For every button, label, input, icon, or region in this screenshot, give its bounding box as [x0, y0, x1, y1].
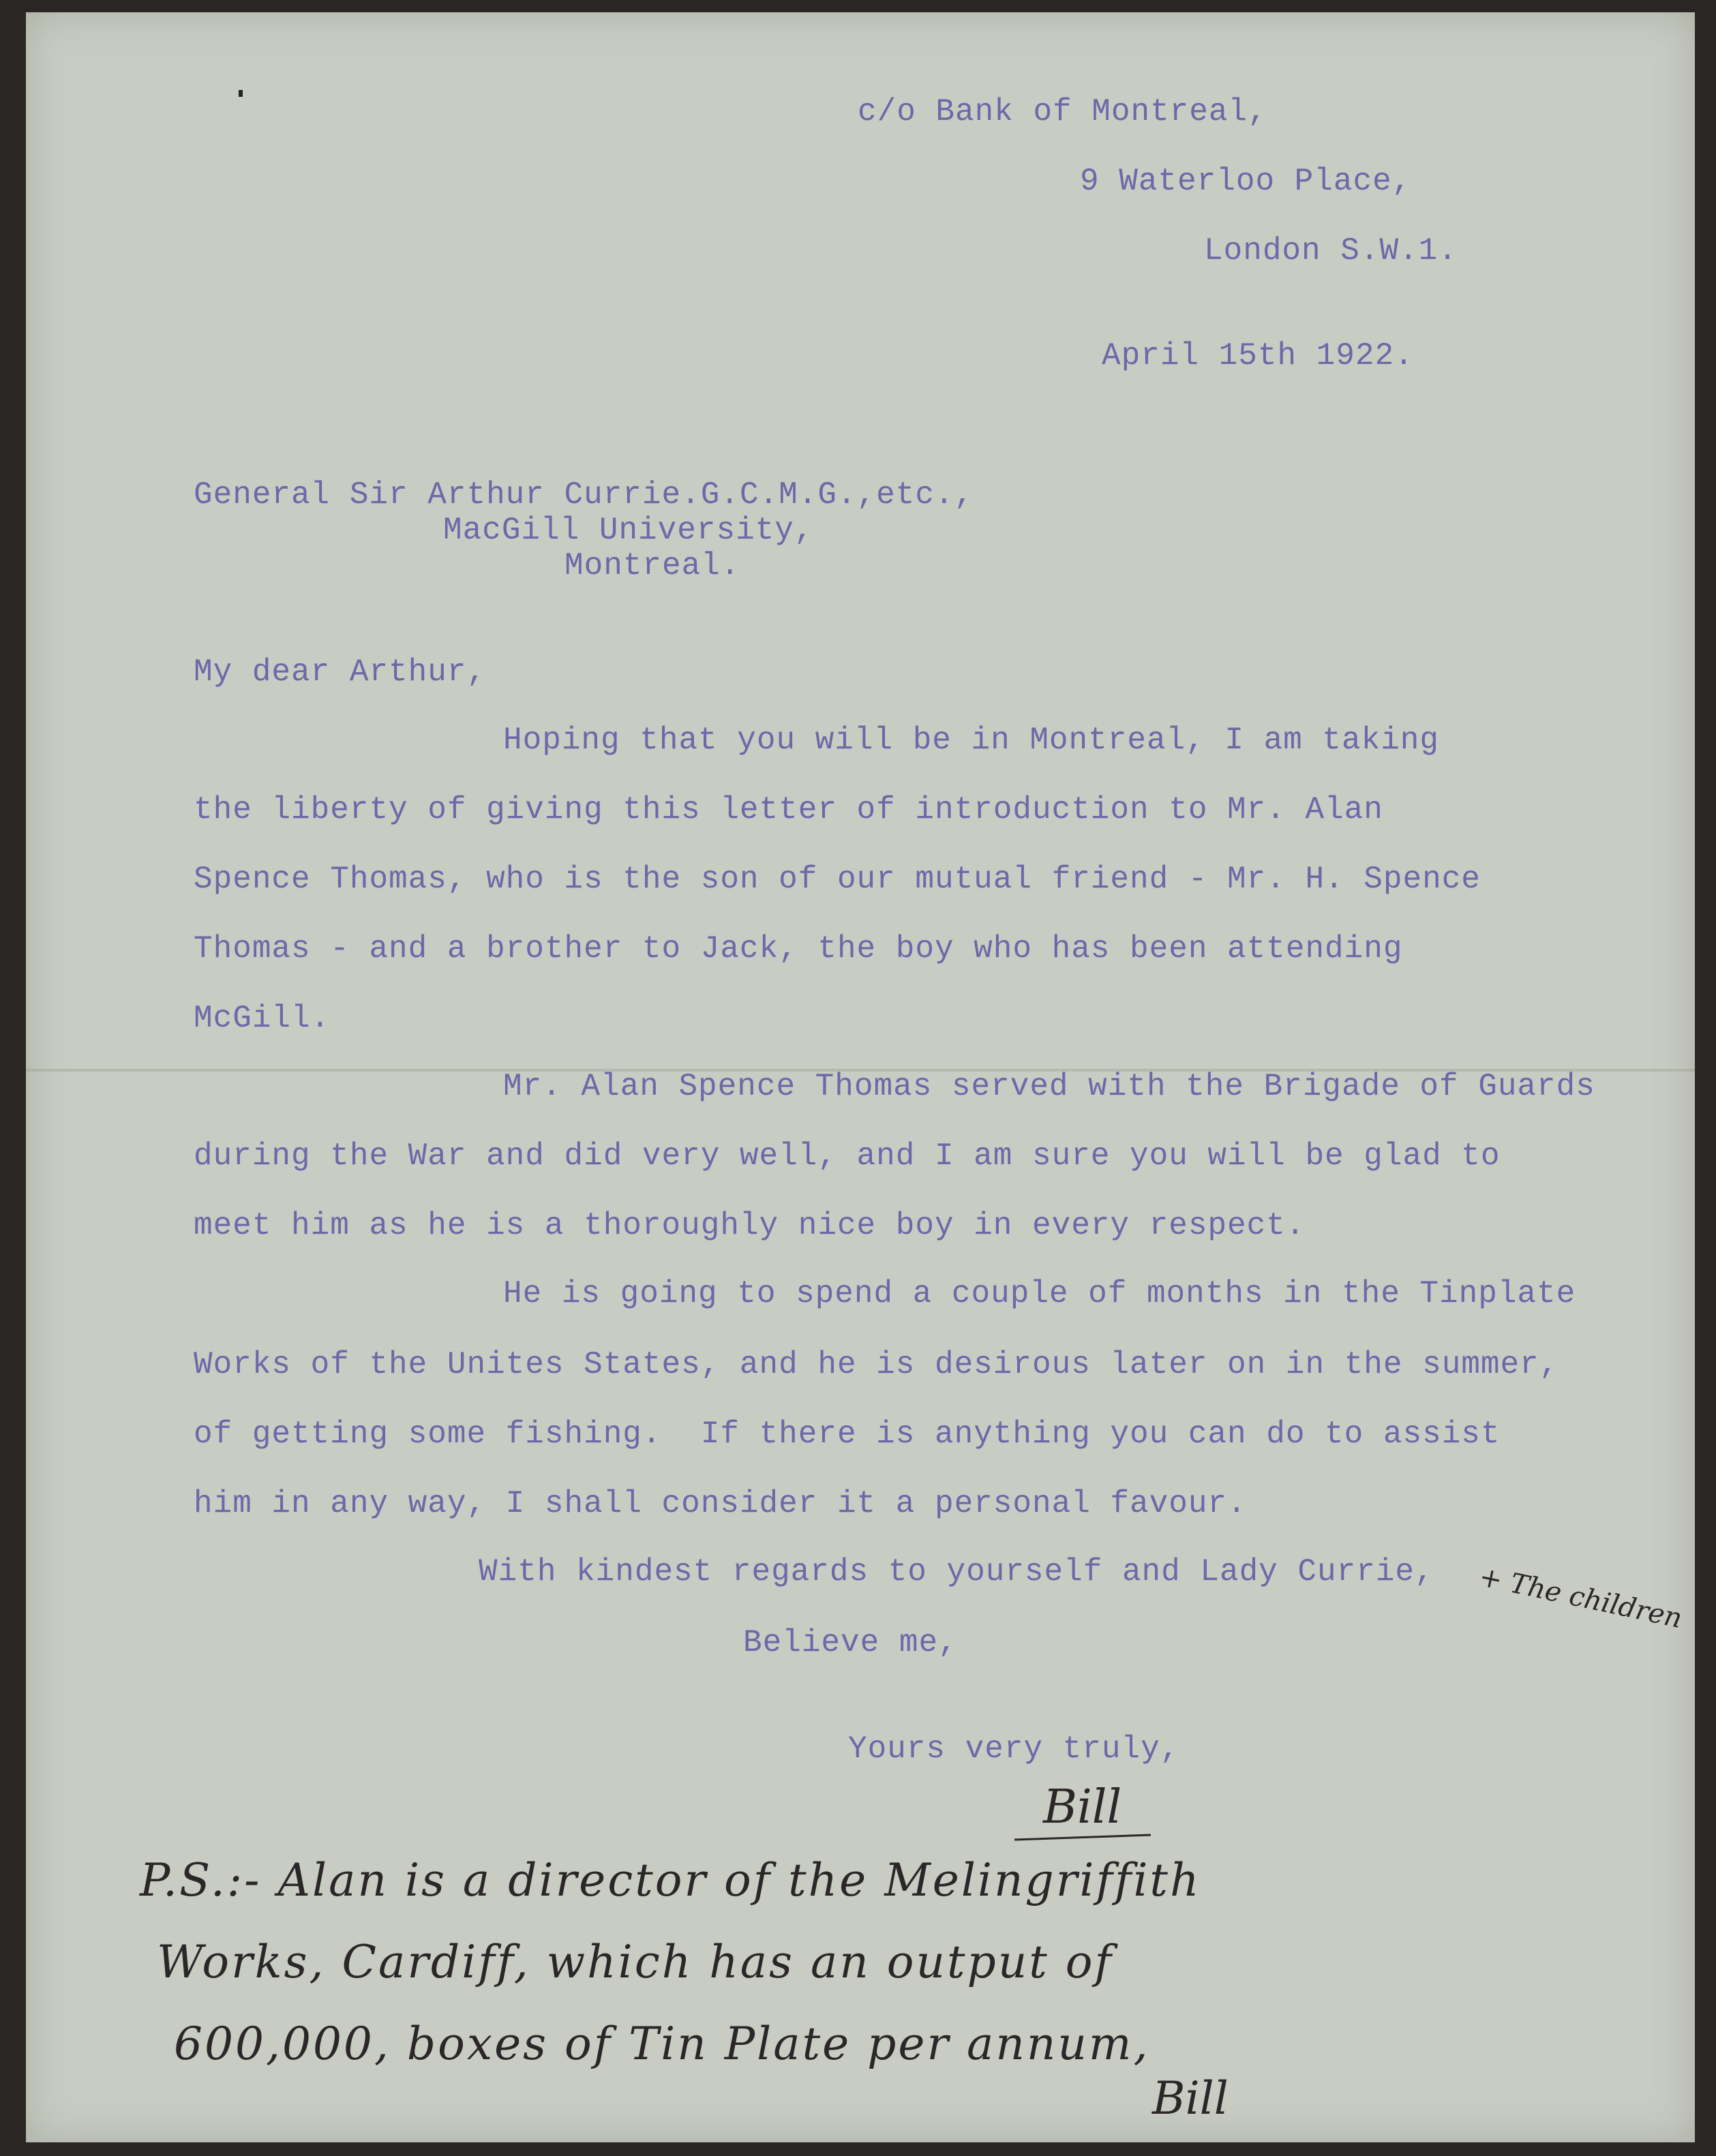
body-line-4: Thomas - and a brother to Jack, the boy who has been attending	[194, 931, 1403, 967]
body-line-2: the liberty of giving this letter of introduction to Mr. Alan	[194, 792, 1383, 828]
body-line-9: He is going to spend a couple of months in the Tinplate	[503, 1276, 1576, 1311]
address-line-3: London S.W.1.	[1204, 233, 1458, 269]
postscript-line-3: 600,000, boxes of Tin Plate per annum,	[174, 2018, 1150, 2070]
letter-date: April 15th 1922.	[1102, 338, 1414, 374]
postscript-line-2: Works, Cardiff, which has an output of	[157, 1936, 1113, 1988]
recipient-line-2: MacGill University,	[443, 513, 814, 548]
recipient-line-1: General Sir Arthur Currie.G.C.M.G.,etc.,	[194, 477, 974, 513]
salutation: My dear Arthur,	[194, 654, 487, 690]
postscript-signature: Bill	[1152, 2072, 1229, 2125]
body-line-12: him in any way, I shall consider it a personal favour.	[194, 1486, 1247, 1521]
body-line-3: Spence Thomas, who is the son of our mutual friend - Mr. H. Spence	[194, 862, 1481, 897]
body-line-6: Mr. Alan Spence Thomas served with the Brigade of Guards	[503, 1069, 1595, 1104]
address-line-1: c/o Bank of Montreal,	[858, 94, 1267, 130]
body-line-7: during the War and did very well, and I am sure you will be glad to	[194, 1138, 1501, 1174]
body-line-1: Hoping that you will be in Montreal, I am taking	[503, 723, 1440, 758]
body-line-8: meet him as he is a thoroughly nice boy in every respect.	[194, 1208, 1306, 1243]
body-line-13: With kindest regards to yourself and Lady Currie,	[479, 1554, 1434, 1590]
handwritten-insert: + The children	[1476, 1561, 1685, 1635]
body-line-11: of getting some fishing. If there is anything you can do to assist	[194, 1416, 1501, 1452]
ink-dot	[239, 90, 243, 97]
closing-believe: Believe me,	[743, 1625, 958, 1660]
address-line-2: 9 Waterloo Place,	[1080, 164, 1412, 199]
closing-yours: Yours very truly,	[848, 1731, 1180, 1767]
recipient-line-3: Montreal.	[565, 548, 740, 583]
postscript-line-1: P.S.:- Alan is a director of the Melingriffith	[140, 1854, 1201, 1907]
signature: Bill	[1043, 1780, 1122, 1834]
body-line-5: McGill.	[194, 1001, 331, 1036]
body-line-10: Works of the Unites States, and he is desirous later on in the summer,	[194, 1347, 1559, 1382]
